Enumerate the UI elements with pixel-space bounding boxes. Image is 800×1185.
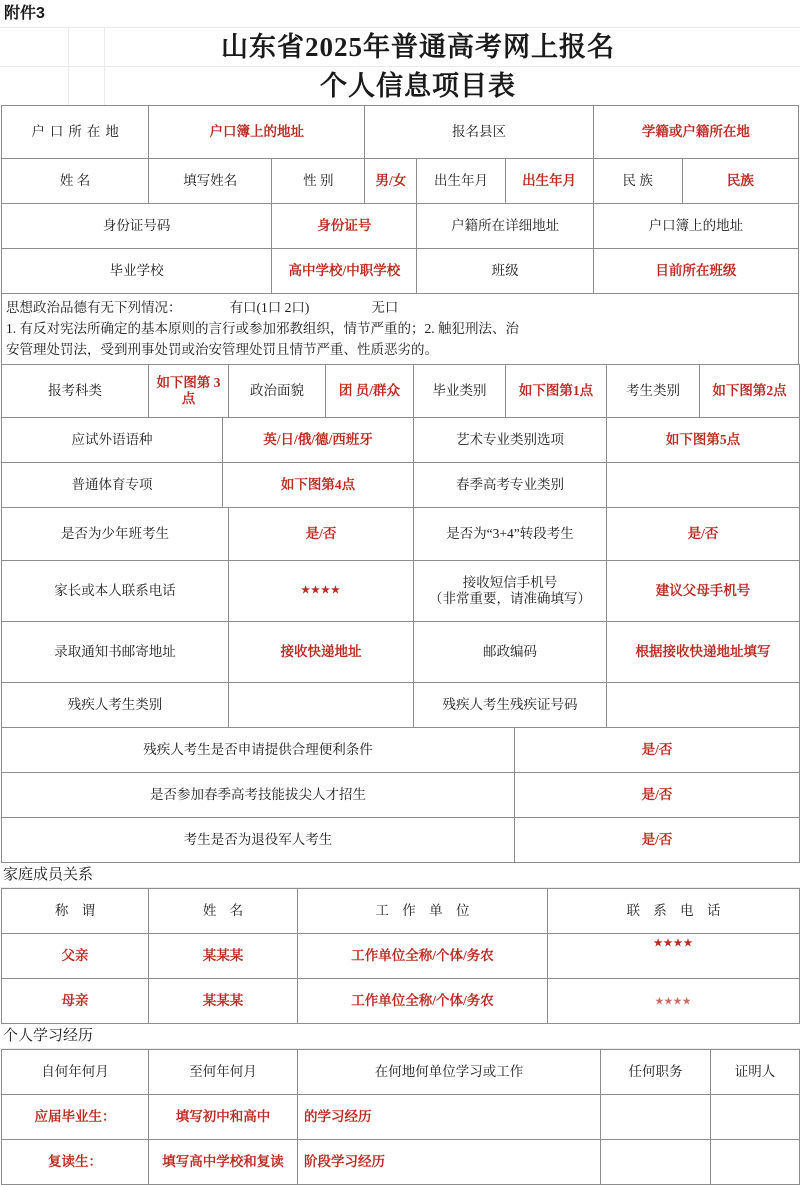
value-political-status: 团 员/群众 — [326, 365, 414, 418]
table-row — [2, 418, 800, 463]
value-exam-category: 如下图第 3 点 — [149, 365, 229, 418]
value-name-father: 某某某 — [149, 934, 298, 979]
label-youth-class: 是否为少年班考生 — [2, 508, 229, 561]
value-graduation-category: 如下图第1点 — [506, 365, 607, 418]
family-section-title: 家庭成员关系 — [3, 866, 94, 883]
value-disability-cert-number — [607, 683, 800, 728]
value-work-mother: 工作单位全称/个体/务农 — [298, 979, 548, 1024]
answer-veteran-candidate: 是/否 — [515, 818, 800, 863]
value-position-current-graduate — [601, 1095, 711, 1140]
value-spring-exam-major — [607, 463, 800, 508]
header-relation: 称 谓 — [2, 889, 149, 934]
label-id-number: 身份证号码 — [2, 204, 272, 249]
answer-disability-accommodation: 是/否 — [515, 728, 800, 773]
label-mail-address: 录取通知书邮寄地址 — [2, 622, 229, 683]
label-candidate-category: 考生类别 — [607, 365, 700, 418]
basic-info-table — [1, 105, 799, 294]
document-title-block — [0, 27, 800, 105]
table-row — [2, 728, 800, 773]
label-sms-phone-line1: 接收短信手机号 — [462, 575, 558, 590]
value-pe-specialty: 如下图第4点 — [223, 463, 414, 508]
value-witness-current-graduate — [711, 1095, 800, 1140]
value-place-current-graduate: 的学习经历 — [298, 1095, 601, 1140]
label-transfer-student: 是否为“3+4”转段考生 — [414, 508, 607, 561]
value-mail-address: 接收快递地址 — [229, 622, 414, 683]
political-note-line1 — [6, 297, 794, 318]
table-row — [2, 622, 800, 683]
label-spring-exam-major: 春季高考专业类别 — [414, 463, 607, 508]
value-candidate-category: 如下图第2点 — [700, 365, 800, 418]
value-phone-mother: ★★★★ — [548, 979, 800, 1024]
value-witness-repeat-student — [711, 1140, 800, 1185]
title-grid-line-2 — [104, 28, 105, 105]
value-registration-district: 学籍或户籍所在地 — [593, 106, 798, 159]
header-to-date: 至何年何月 — [149, 1050, 298, 1095]
value-graduation-school: 高中学校/中职学校 — [272, 249, 417, 294]
header-from-date: 自何年何月 — [2, 1050, 149, 1095]
table-row — [2, 463, 800, 508]
table-row — [2, 159, 799, 204]
value-household-location: 户口簿上的地址 — [149, 106, 365, 159]
label-foreign-language: 应试外语语种 — [2, 418, 223, 463]
header-work-unit: 工 作 单 位 — [298, 889, 548, 934]
label-disability-cert-number: 残疾人考生残疾证号码 — [414, 683, 607, 728]
value-gender: 男/女 — [365, 159, 417, 204]
education-history-table — [1, 1049, 800, 1185]
value-name: 填写姓名 — [149, 159, 272, 204]
question-disability-accommodation: 残疾人考生是否申请提供合理便利条件 — [2, 728, 515, 773]
attachment-label: 附件3 — [4, 5, 45, 22]
value-disability-category — [229, 683, 414, 728]
value-class: 目前所在班级 — [593, 249, 798, 294]
label-class: 班级 — [417, 249, 593, 294]
table-row — [2, 1095, 800, 1140]
table-row — [2, 934, 800, 979]
value-to-current-graduate: 填写初中和高中 — [149, 1095, 298, 1140]
table-row — [2, 683, 800, 728]
value-parent-phone: ★★★★ — [229, 561, 414, 622]
value-youth-class: 是/否 — [229, 508, 414, 561]
label-sms-phone — [414, 561, 607, 622]
question-table — [1, 727, 800, 863]
table-row — [2, 561, 800, 622]
political-note-table — [1, 293, 799, 365]
table-row — [2, 365, 800, 418]
label-birth-date: 出生年月 — [417, 159, 505, 204]
table-row — [2, 773, 800, 818]
value-name-mother: 某某某 — [149, 979, 298, 1024]
label-pe-specialty: 普通体育专项 — [2, 463, 223, 508]
table-row — [2, 1140, 800, 1185]
value-birth-date: 出生年月 — [505, 159, 593, 204]
value-position-repeat-student — [601, 1140, 711, 1185]
table-row — [2, 249, 799, 294]
label-detailed-address: 户籍所在详细地址 — [417, 204, 593, 249]
exam-info-table — [1, 364, 800, 728]
table-header-row — [2, 889, 800, 934]
label-sms-phone-line2: （非常重要，请准确填写） — [429, 591, 591, 606]
label-disability-category: 残疾人考生类别 — [2, 683, 229, 728]
value-postal-code: 根据接收快递地址填写 — [607, 622, 800, 683]
header-witness: 证明人 — [711, 1050, 800, 1095]
label-registration-district: 报名县区 — [365, 106, 593, 159]
label-household-location: 户口所在地 — [2, 106, 149, 159]
value-foreign-language: 英/日/俄/德/西班牙 — [223, 418, 414, 463]
value-nation: 民族 — [682, 159, 798, 204]
label-art-major: 艺术专业类别选项 — [414, 418, 607, 463]
label-graduation-school: 毕业学校 — [2, 249, 272, 294]
table-header-row — [2, 1050, 800, 1095]
label-graduation-category: 毕业类别 — [414, 365, 506, 418]
political-note-question: 思想政治品德有无下列情况： — [6, 300, 182, 315]
table-row — [2, 818, 800, 863]
question-spring-talent-admission: 是否参加春季高考技能拔尖人才招生 — [2, 773, 515, 818]
table-row — [2, 979, 800, 1024]
political-note-yes: 有口(1口 2口) — [229, 300, 310, 315]
question-veteran-candidate: 考生是否为退役军人考生 — [2, 818, 515, 863]
header-contact-phone: 联 系 电 话 — [548, 889, 800, 934]
label-parent-phone: 家长或本人联系电话 — [2, 561, 229, 622]
value-art-major: 如下图第5点 — [607, 418, 800, 463]
document-title-line2: 个人信息项目表 — [0, 66, 800, 105]
table-row — [2, 508, 800, 561]
value-detailed-address: 户口簿上的地址 — [593, 204, 798, 249]
label-postal-code: 邮政编码 — [414, 622, 607, 683]
value-from-current-graduate: 应届毕业生： — [2, 1095, 149, 1140]
political-note-no: 无口 — [371, 300, 399, 315]
table-row — [2, 204, 799, 249]
answer-spring-talent-admission: 是/否 — [515, 773, 800, 818]
header-member-name: 姓 名 — [149, 889, 298, 934]
label-gender: 性 别 — [272, 159, 365, 204]
value-sms-phone: 建议父母手机号 — [607, 561, 800, 622]
education-section-title: 个人学习经历 — [3, 1027, 94, 1044]
label-exam-category: 报考科类 — [2, 365, 149, 418]
value-relation-father: 父亲 — [2, 934, 149, 979]
value-work-father: 工作单位全称/个体/务农 — [298, 934, 548, 979]
value-id-number: 身份证号 — [272, 204, 417, 249]
political-note-cell — [2, 294, 799, 365]
value-place-repeat-student: 阶段学习经历 — [298, 1140, 601, 1185]
value-relation-mother: 母亲 — [2, 979, 149, 1024]
table-row — [2, 106, 799, 159]
title-grid-line-1 — [68, 28, 69, 105]
header-position: 任何职务 — [601, 1050, 711, 1095]
document-title-line1: 山东省2025年普通高考网上报名 — [221, 32, 615, 62]
label-nation: 民 族 — [593, 159, 682, 204]
label-political-status: 政治面貌 — [229, 365, 326, 418]
value-phone-father: ★★★★ — [548, 934, 800, 979]
political-note-line2: 1. 有反对宪法所确定的基本原则的言行或参加邪教组织，情节严重的；2. 触犯刑法、治 — [6, 321, 519, 336]
value-transfer-student: 是/否 — [607, 508, 800, 561]
family-members-table — [1, 888, 800, 1024]
value-to-repeat-student: 填写高中学校和复读 — [149, 1140, 298, 1185]
header-place: 在何地何单位学习或工作 — [298, 1050, 601, 1095]
value-from-repeat-student: 复读生： — [2, 1140, 149, 1185]
table-row — [2, 294, 799, 365]
label-name: 姓 名 — [2, 159, 149, 204]
political-note-line3: 安管理处罚法，受到刑事处罚或治安管理处罚且情节严重、性质恶劣的。 — [6, 342, 438, 357]
